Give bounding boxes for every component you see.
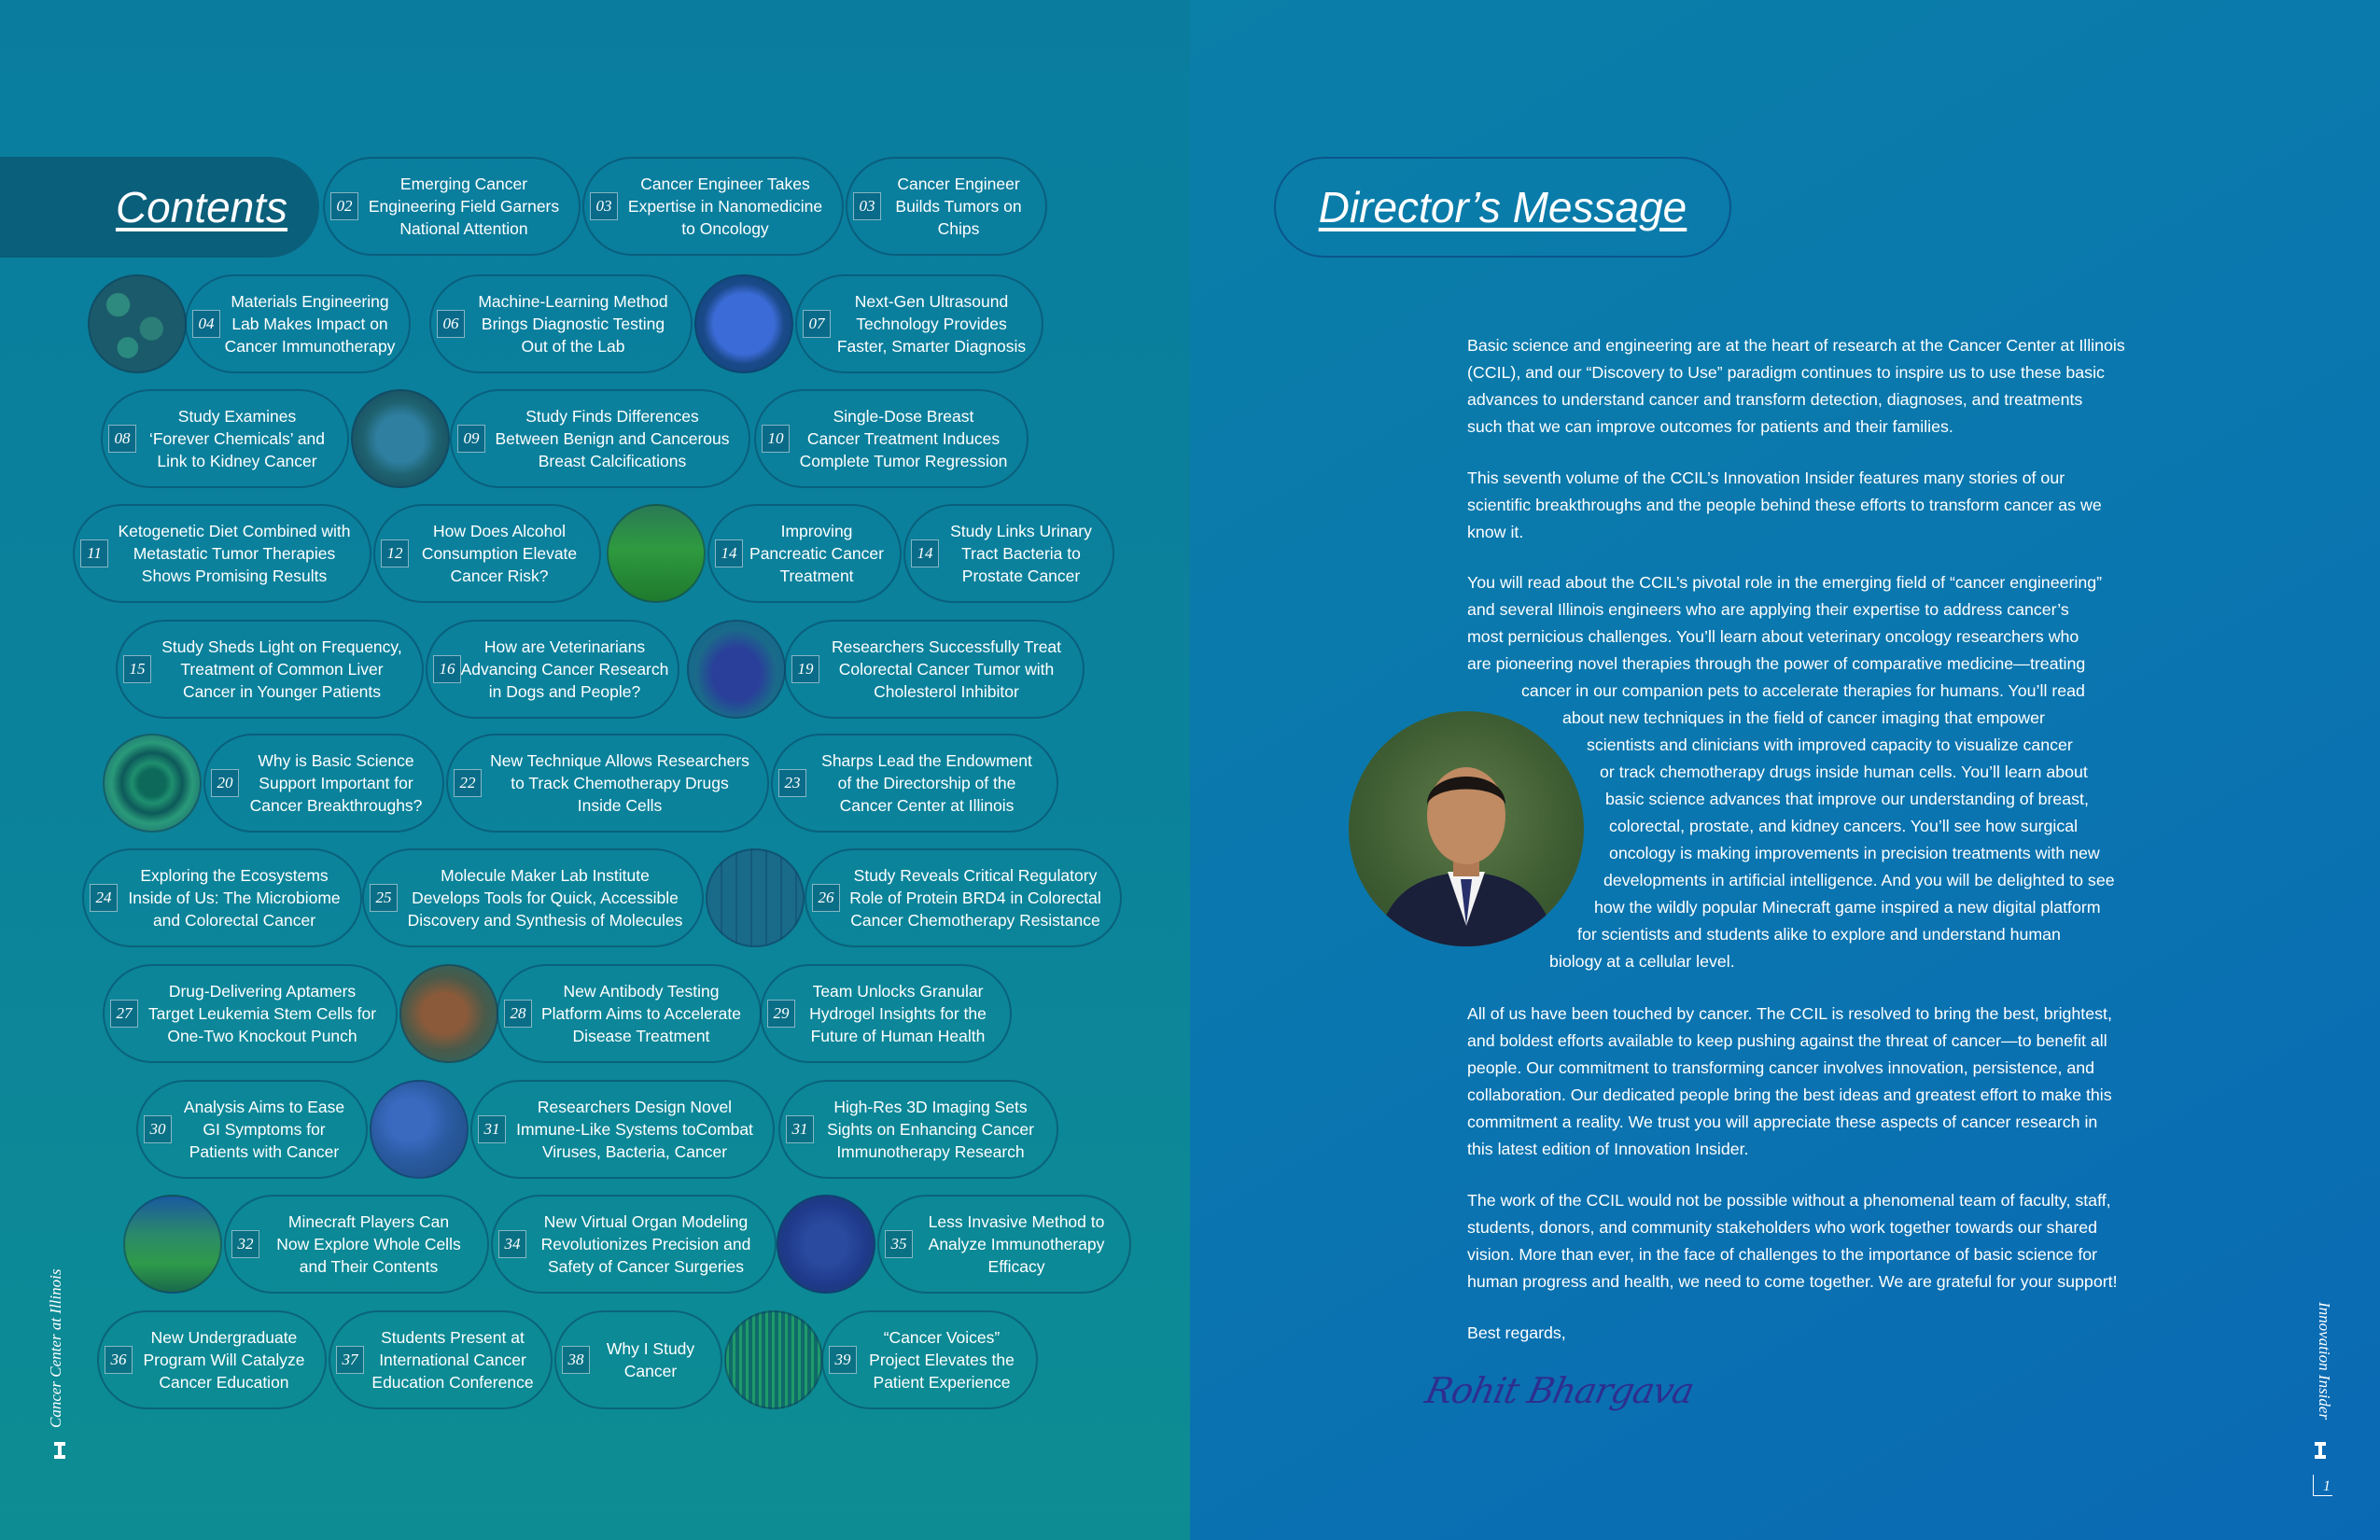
page-number: 19 (791, 655, 819, 683)
item-title: Researchers Successfully Treat Colorectal Cancer Tumor with Cholesterol Inhibitor (831, 637, 1062, 701)
thumbnail-soundwave-image (724, 1310, 823, 1409)
contents-item[interactable] (778, 1080, 1058, 1179)
item-title: Study Links Urinary Tract Bacteria to Prostate Cancer (950, 522, 1092, 585)
director-portrait-illustration (1349, 711, 1584, 946)
contents-item[interactable] (82, 848, 362, 947)
page-number: 39 (829, 1346, 857, 1374)
thumbnail-microarray-image (706, 848, 805, 947)
director-portrait (1349, 711, 1584, 946)
page-number: 34 (498, 1230, 526, 1258)
page-number: 14 (715, 539, 743, 567)
contents-item[interactable] (754, 389, 1029, 488)
item-title: Sharps Lead the Endowment of the Directorship of the Cancer Center at Illinois (821, 751, 1032, 815)
message-paragraph-5: The work of the CCIL would not be possible without a phenomenal team of faculty, staff, students, donors, and community stakeholders who work together towards our shared vision. More than ever, in the face of challenges to the importance of basic science for human progress and health, we need to come together. We are grateful for your support! (1467, 1191, 2118, 1291)
page-number: 03 (590, 192, 618, 220)
director-signature: Rohit Bhargava (1421, 1370, 1698, 1411)
page-number: 37 (336, 1346, 364, 1374)
contents-item[interactable] (329, 1310, 553, 1409)
thumbnail-cells-image (88, 274, 187, 373)
contents-item[interactable] (323, 157, 581, 256)
thumbnail-minecraft-landscape-image (123, 1195, 222, 1294)
item-title: Ketogenetic Diet Combined with Metastatic Tumor Therapies Shows Promising Results (118, 522, 351, 585)
thumbnail-brain-image (694, 274, 793, 373)
page-number: 03 (853, 192, 881, 220)
contents-item[interactable] (470, 1080, 775, 1179)
contents-title: Contents (115, 183, 288, 231)
page-number: 16 (433, 655, 461, 683)
page-number: 06 (437, 310, 465, 338)
thumbnail-immune-cells-image (777, 1195, 875, 1294)
item-title: How are Veterinarians Advancing Cancer Research in Dogs and People? (460, 637, 669, 701)
item-title: “Cancer Voices” Project Elevates the Patient Experience (869, 1328, 1015, 1392)
page-number: 38 (562, 1346, 590, 1374)
item-title: Why I Study Cancer (606, 1339, 695, 1380)
contents-item[interactable] (73, 504, 371, 603)
item-title: Machine-Learning Method Brings Diagnostic Testing Out of the Lab (478, 292, 668, 356)
page-number: 04 (192, 310, 220, 338)
page-number: 10 (762, 425, 790, 453)
contents-item[interactable] (203, 734, 444, 833)
closing-text: Best regards, (1467, 1323, 1566, 1342)
contents-item[interactable] (497, 964, 762, 1063)
item-title: How Does Alcohol Consumption Elevate Cancer Risk? (421, 522, 578, 585)
page-number: 24 (90, 884, 118, 912)
contents-item[interactable] (429, 274, 693, 373)
contents-item[interactable] (450, 389, 750, 488)
item-title: New Technique Allows Researchers to Track Chemotherapy Drugs Inside Cells (490, 751, 749, 815)
item-title: Minecraft Players Can Now Explore Whole Cells and Their Contents (276, 1212, 461, 1276)
page-number: 29 (767, 1000, 795, 1028)
item-title: High-Res 3D Imaging Sets Sights on Enhancing Cancer Immunotherapy Research (827, 1098, 1034, 1161)
thumbnail-aptamer-image (399, 964, 498, 1063)
page-number: 02 (330, 192, 358, 220)
page-number: 09 (457, 425, 485, 453)
contents-item[interactable] (582, 157, 844, 256)
thumbnail-petri-dish-image (103, 734, 202, 833)
contents-item[interactable] (707, 504, 902, 603)
item-title: Study Examines ‘Forever Chemicals’ and Link to Kidney Cancer (148, 407, 326, 470)
item-title: Study Reveals Critical Regulatory Role of Protein BRD4 in Colorectal Cancer Chemotherapy Resistance (849, 866, 1101, 930)
item-title: Researchers Design Novel Immune-Like Systems toCombat Viruses, Bacteria, Cancer (516, 1098, 753, 1161)
contents-item[interactable] (771, 734, 1058, 833)
item-title: Next-Gen Ultrasound Technology Provides Faster, Smarter Diagnosis (836, 292, 1027, 356)
item-title: Study Finds Differences Between Benign and Cancerous Breast Calcifications (495, 407, 730, 470)
page-number: 23 (778, 769, 806, 797)
item-title: Single-Dose Breast Cancer Treatment Induces Complete Tumor Regression (799, 407, 1008, 470)
thumbnail-gi-tissue-image (370, 1080, 469, 1179)
contents-item[interactable] (760, 964, 1012, 1063)
item-title: Why is Basic Science Support Important for Cancer Breakthroughs? (249, 751, 423, 815)
page-number: 22 (454, 769, 482, 797)
item-title: Molecule Maker Lab Institute Develops Tools for Quick, Accessible Discovery and Synthesis of Molecules (407, 866, 683, 930)
contents-item[interactable] (426, 620, 679, 719)
contents-item[interactable] (136, 1080, 368, 1179)
item-title: New Antibody Testing Platform Aims to Accelerate Disease Treatment (541, 982, 741, 1045)
contents-item[interactable] (373, 504, 601, 603)
contents-item[interactable] (491, 1195, 777, 1294)
message-paragraph-2: This seventh volume of the CCIL’s Innovation Insider features many stories of our scientific breakthroughs and the people behind these efforts to transform cancer as we know it. (1467, 469, 2102, 541)
page-number: 12 (381, 539, 409, 567)
page-number: 20 (211, 769, 239, 797)
item-title: Drug-Delivering Aptamers Target Leukemia Stem Cells for One-Two Knockout Punch (147, 982, 377, 1045)
item-title: Cancer Engineer Takes Expertise in Nanomedicine to Oncology (627, 175, 823, 238)
contents-item[interactable] (903, 504, 1114, 603)
page-number-footer: 1 (2313, 1475, 2332, 1496)
page-number: 36 (105, 1346, 133, 1374)
item-title: Study Sheds Light on Frequency, Treatment of Common Liver Cancer in Younger Patients (161, 637, 402, 701)
page-number: 15 (123, 655, 151, 683)
item-title: New Undergraduate Program Will Catalyze Cancer Education (143, 1328, 305, 1392)
page-number: 28 (504, 1000, 532, 1028)
director-message-heading (1274, 157, 1731, 258)
message-paragraph-4: All of us have been touched by cancer. The CCIL is resolved to bring the best, brightest, and boldest efforts available to keep pushing against the threat of cancer—to benefit all people. Our commitment to transforming cancer involves innovation, persistence, and collaboration. Our dedicated people bring the best ideas and greatest effort to make this commitment a reality. We trust you will appreciate these aspects of cancer research in this latest edition of Innovation Insider. (1467, 1004, 2112, 1158)
item-title: Analysis Aims to Ease GI Symptoms for Patients with Cancer (183, 1098, 345, 1161)
director-message-title: Director’s Message (1318, 183, 1687, 231)
contents-item[interactable] (116, 620, 424, 719)
contents-heading (0, 157, 319, 258)
item-title: Cancer Engineer Builds Tumors on Chips (895, 175, 1022, 238)
contents-item[interactable] (795, 274, 1043, 373)
page-number: 31 (478, 1115, 506, 1143)
item-title: Materials Engineering Lab Makes Impact on Cancer Immunotherapy (224, 292, 396, 356)
page-number: 30 (144, 1115, 172, 1143)
contents-item[interactable] (103, 964, 398, 1063)
contents-item[interactable] (846, 157, 1047, 256)
contents-item[interactable] (821, 1310, 1038, 1409)
publication-side-label: Innovation Insider (2316, 1302, 2333, 1421)
page-number: 14 (911, 539, 939, 567)
page-number: 27 (110, 1000, 138, 1028)
item-title: New Virtual Organ Modeling Revolutionizes Precision and Safety of Cancer Surgeries (540, 1212, 751, 1276)
contents-item[interactable] (185, 274, 411, 373)
item-title: Improving Pancreatic Cancer Treatment (749, 522, 884, 585)
page-number: 31 (786, 1115, 814, 1143)
thumbnail-green-tissue-image (607, 504, 706, 603)
item-title: Exploring the Ecosystems Inside of Us: The Microbiome and Colorectal Cancer (128, 866, 341, 930)
contents-item[interactable] (784, 620, 1085, 719)
message-paragraph-1: Basic science and engineering are at the heart of research at the Cancer Center at Illinois (CCIL), and our “Discovery to Use” paradigm continues to inspire us to use these basic advances to understand cancer and transform detection, diagnoses, and treatments such that we can improve outcomes for patients and their families. (1467, 336, 2125, 436)
contents-item[interactable] (446, 734, 769, 833)
contents-item[interactable] (554, 1310, 722, 1409)
item-title: Students Present at International Cancer Education Conference (371, 1328, 534, 1392)
illinois-logo-icon (54, 1442, 65, 1459)
contents-item[interactable] (224, 1195, 489, 1294)
page-number: 11 (80, 539, 108, 567)
contents-item[interactable] (877, 1195, 1131, 1294)
page-number: 35 (885, 1230, 913, 1258)
contents-item[interactable] (362, 848, 704, 947)
item-title: Emerging Cancer Engineering Field Garners National Attention (368, 175, 560, 238)
page-number: 32 (231, 1230, 259, 1258)
page-number: 26 (812, 884, 840, 912)
contents-item[interactable] (101, 389, 349, 488)
thumbnail-cell-cluster-image (351, 389, 450, 488)
thumbnail-dog-silhouette-image (687, 620, 786, 719)
message-paragraph-3: You will read about the CCIL’s pivotal role in the emerging field of “cancer engineering” and several Illinois engineers who are applying their expertise to address cancer’s most pernicious challenges. You’ll learn about veterinary oncology researchers who are pioneering novel therapies through the power of comparative medicine—treating cancer in our companion pets to accelerate therapies for humans. You’ll read about new techniques in the field of cancer imaging that empower scientists and clinicians with improved capacity to visualize cancer or track chemotherapy drugs inside human cells. You’ll learn about basic science advances that improve our understanding of breast, colorectal, prostate, and kidney cancers. You’ll see how surgical oncology is making improvements in precision treatments with new developments in artificial intelligence. And you will be delighted to see how the wildly popular Minecraft game inspired a new digital platform for scientists and students alike to explore and understand human biology at a cellular level. (1467, 573, 2115, 971)
illinois-logo-icon (2315, 1442, 2326, 1459)
item-title: Less Invasive Method to Analyze Immunotherapy Efficacy (928, 1212, 1105, 1276)
item-title: Team Unlocks Granular Hydrogel Insights for the Future of Human Health (809, 982, 987, 1045)
publication-side-label: Cancer Center at Illinois (47, 1268, 64, 1428)
contents-item[interactable] (97, 1310, 327, 1409)
page-number: 08 (108, 425, 136, 453)
page-number: 25 (370, 884, 398, 912)
contents-item[interactable] (805, 848, 1122, 947)
page-number: 07 (803, 310, 831, 338)
